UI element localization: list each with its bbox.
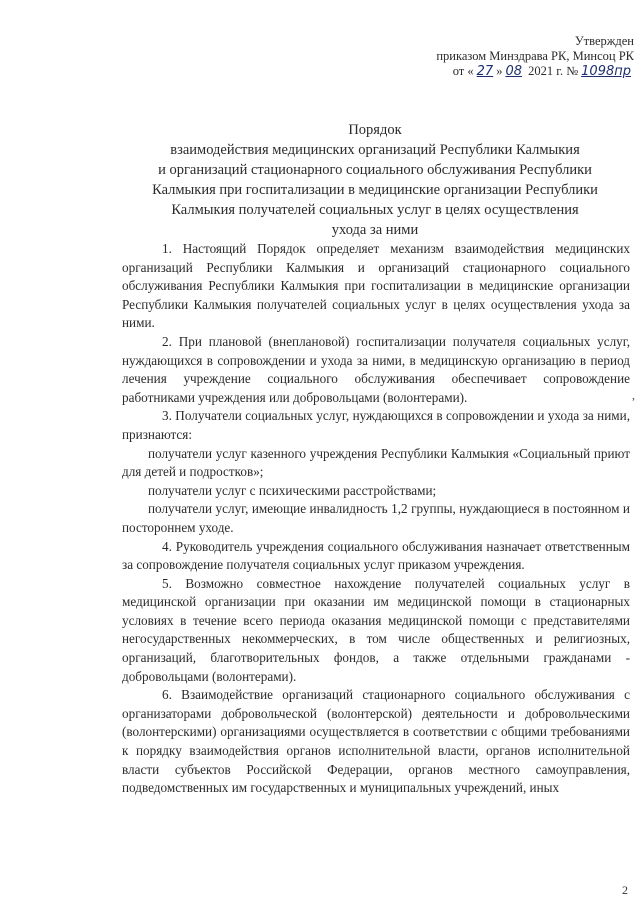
- paragraph-5: 5. Возможно совместное нахождение получателей социальных услуг в медицинской организации при оказании им медицинской помощи в стационарных условиях в течение всего периода оказания медицинской помощи с представителями негосударственных некоммерческих, в том числе общественных и религиозных, организаций, благотворительных фондов, а также отдельными гражданами - добровольцами (волонтерами).: [122, 575, 630, 684]
- list-item: получатели услуг казенного учреждения Республики Калмыкия «Социальный приют для детей и подростков»;: [122, 445, 630, 480]
- list-item: получатели услуг, имеющие инвалидность 1,2 группы, нуждающиеся в постоянном и постороннем уходе.: [122, 501, 630, 535]
- list-item: получатели услуг с психическими расстройствами;: [148, 482, 437, 498]
- date-prefix: от «: [452, 64, 474, 78]
- title-line: Калмыкия при госпитализации в медицинские организации Республики: [152, 182, 598, 198]
- date-day-handwritten: 27: [476, 64, 494, 79]
- document-title: [110, 120, 640, 240]
- approval-order-by: приказом Минздрава РК, Минсоц РК: [436, 49, 634, 63]
- date-month-handwritten: 08: [505, 64, 522, 79]
- title-line: и организаций стационарного социального обслуживания Республики: [158, 162, 592, 178]
- date-year: 2021 г. №: [528, 64, 579, 78]
- paragraph-2: 2. При плановой (внеплановой) госпитализации получателя социальных услуг, нуждающихся в сопровождении и ухода за ними, в медицинскую организацию в период лечения учреждение социального обслуживания обеспечивает сопровождение работниками учреждения или добровольцами (волонтерами).: [122, 333, 630, 405]
- title-line: Калмыкия получателей социальных услуг в целях осуществления: [171, 202, 579, 218]
- paragraph-4: 4. Руководитель учреждения социального обслуживания назначает ответственным за сопровождение получателя социальных услуг приказом учреждения.: [122, 538, 630, 573]
- title-line: ухода за ними: [331, 222, 419, 238]
- margin-mark: ,: [632, 388, 635, 402]
- date-separator: »: [496, 64, 503, 78]
- title-line: Порядок: [348, 122, 402, 138]
- title-line: взаимодействия медицинских организаций Республики Калмыкия: [170, 142, 580, 158]
- approval-date-line: [374, 64, 634, 79]
- paragraph-3: 3. Получатели социальных услуг, нуждающихся в сопровождении и ухода за ними, признаются:: [122, 408, 630, 442]
- approval-title: Утвержден: [574, 34, 634, 48]
- paragraph-6: 6. Взаимодействие организаций стационарного социального обслуживания с организаторами добровольческой (волонтерской) деятельности и добровольческими (волонтерскими) организациями осуществляется в соответствии с общими требованиями к порядку взаимодействия органов исполнительной власти, органов исполнительной власти субъектов Российской Федерации, органов местного самоуправления, подведомственных им государственных и муниципальных учреждений, иных: [122, 687, 630, 796]
- page-number: 2: [622, 883, 628, 897]
- order-number-handwritten: 1098пр: [581, 64, 631, 79]
- approval-stamp: [374, 34, 634, 79]
- paragraph-1: 1. Настоящий Порядок определяет механизм взаимодействия медицинских организаций Республики Калмыкия и организаций стационарного социального обслуживания Республики Калмыкия при госпитализации в медицинские организации Республики Калмыкия получателей социальных услуг в целях осуществления ухода за ними.: [122, 241, 630, 331]
- document-body: [122, 240, 630, 798]
